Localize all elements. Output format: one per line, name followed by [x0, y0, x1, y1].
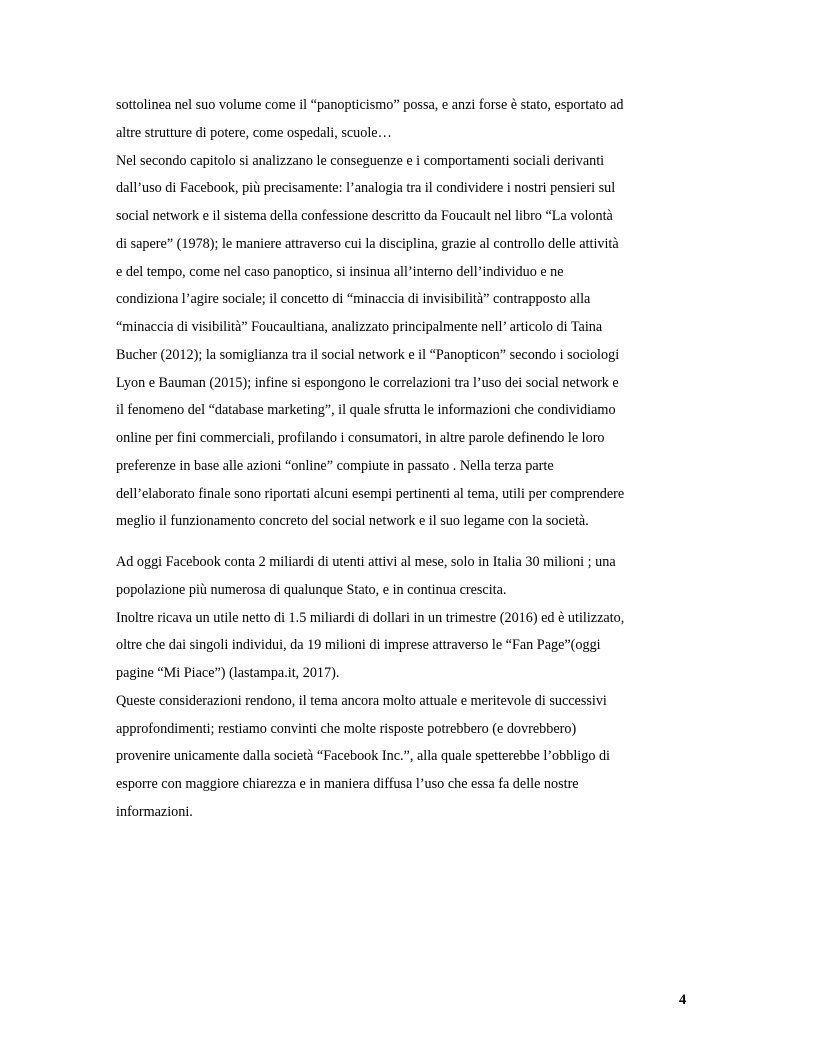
text-line: dall’uso di Facebook, più precisamente: l’analogia tra il condividere i nostri pensieri sul: [116, 180, 616, 197]
text-line: popolazione più numerosa di qualunque Stato, e in continua crescita.: [116, 581, 507, 598]
text-line: meglio il funzionamento concreto del social network e il suo legame con la società.: [116, 513, 589, 530]
text-line: di sapere” (1978); le maniere attraverso cui la disciplina, grazie al controllo delle attività: [116, 235, 619, 252]
page-number: 4: [679, 992, 687, 1008]
text-line: preferenze in base alle azioni “online” compiute in passato . Nella terza parte: [116, 457, 554, 474]
text-line: esporre con maggiore chiarezza e in maniera diffusa l’uso che essa fa delle nostre: [116, 776, 579, 792]
page-body: [116, 92, 696, 827]
text-line: oltre che dai singoli individui, da 19 milioni di imprese attraverso le “Fan Page”(oggi: [116, 637, 601, 654]
text-line: sottolinea nel suo volume come il “panopticismo” possa, e anzi forse è stato, esportato ad: [116, 97, 624, 113]
text-line: Queste considerazioni rendono, il tema ancora molto attuale e meritevole di successivi: [116, 692, 607, 709]
text-line: Bucher (2012); la somiglianza tra il social network e il “Panopticon” secondo i sociologi: [116, 346, 620, 363]
text-line: social network e il sistema della confessione descritto da Foucault nel libro “La volontà: [116, 208, 613, 224]
paragraph-facebook-stats: [116, 549, 696, 827]
text-line: informazioni.: [116, 803, 193, 820]
text-line: approfondimenti; restiamo convinti che molte risposte potrebbero (e dovrebbero): [116, 720, 577, 737]
paragraph-overview: [116, 92, 696, 536]
text-line: online per fini commerciali, profilando i consumatori, in altre parole definendo le loro: [116, 430, 605, 446]
text-line: il fenomeno del “database marketing”, il quale sfrutta le informazioni che condividiamo: [116, 402, 616, 419]
text-line: provenire unicamente dalla società “Facebook Inc.”, alla quale spetterebbe l’obbligo di: [116, 748, 610, 765]
paragraph-spacer: [116, 536, 696, 549]
text-line: Ad oggi Facebook conta 2 miliardi di utenti attivi al mese, solo in Italia 30 milioni ; una: [116, 554, 616, 570]
text-line: condiziona l’agire sociale; il concetto di “minaccia di invisibilità” contrapposto alla: [116, 291, 591, 308]
text-line: Nel secondo capitolo si analizzano le conseguenze e i comportamenti sociali derivanti: [116, 152, 605, 169]
text-line: “minaccia di visibilità” Foucaultiana, analizzato principalmente nell’ articolo di Taina: [116, 319, 603, 335]
text-line: altre strutture di potere, come ospedali, scuole…: [116, 124, 392, 141]
text-line: Inoltre ricava un utile netto di 1.5 miliardi di dollari in un trimestre (2016) ed è utilizzato,: [116, 609, 625, 626]
text-line: dell’elaborato finale sono riportati alcuni esempi pertinenti al tema, utili per comprendere: [116, 485, 625, 502]
text-line: Lyon e Bauman (2015); infine si espongono le correlazioni tra l’uso dei social network e: [116, 374, 619, 391]
text-line: pagine “Mi Piace”) (lastampa.it, 2017).: [116, 665, 340, 681]
text-line: e del tempo, come nel caso panoptico, si insinua all’interno dell’individuo e ne: [116, 263, 564, 280]
